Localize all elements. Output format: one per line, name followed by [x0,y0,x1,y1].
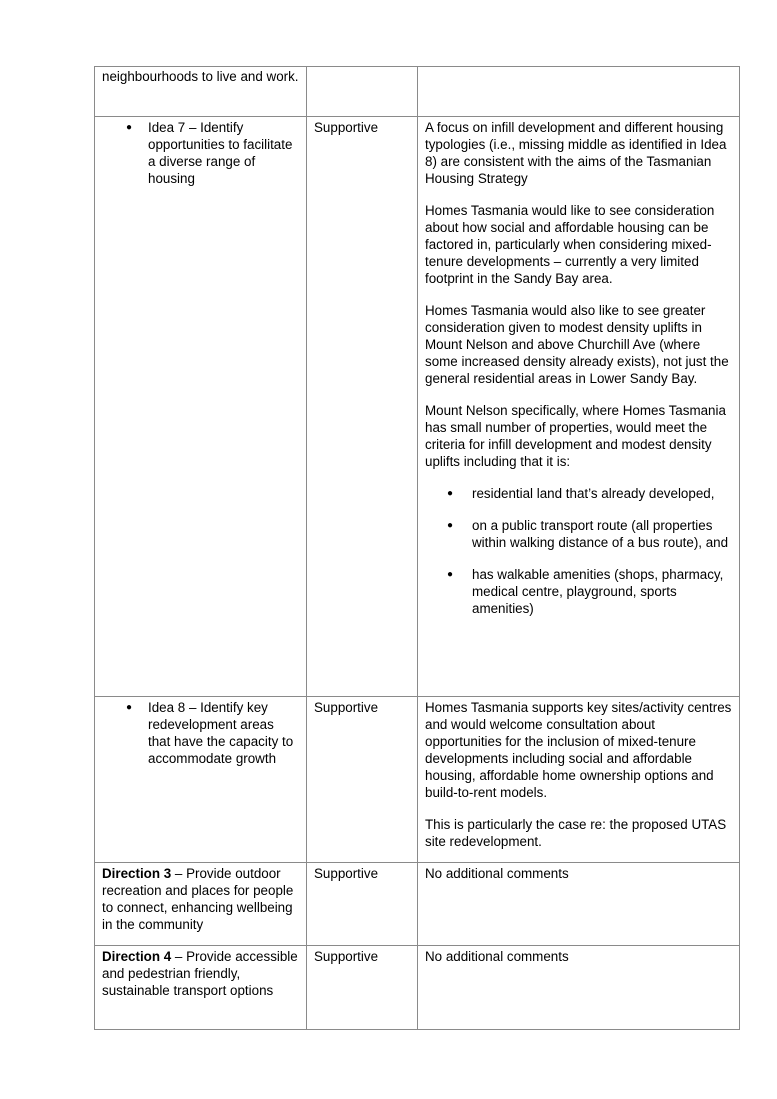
table-row [95,67,740,117]
cell-comment: No additional comments [418,946,740,1030]
cell-position: Supportive [307,946,418,1030]
cell-comment: A focus on infill development and different housing typologies (i.e., missing middle as identified in Idea 8) are consistent with the aims of the Tasmanian Housing Strategy Homes Tasmania would like to see consideration about how social and affordable housing can be factored in, particularly when considering mixed-tenure developments – currently a very limited footprint in the Sandy Bay area. Homes Tasmania would also like to see greater consideration given to modest density uplifts in Mount Nelson and above Churchill Ave (where some increased density already exists), not just the general residential areas in Lower Sandy Bay. Mount Nelson specifically, where Homes Tasmania has small number of properties, would meet the criteria for infill development and modest density uplifts including that it is: ● residential land that’s already developed, ● on a public transport route (all properties within walking distance of a bus route), and ● has walkable amenities (shops, pharmacy, medical centre, playground, sports amenities) [418,117,740,697]
bullet-icon: ● [126,702,133,713]
list-item: ● has walkable amenities (shops, pharmacy, medical centre, playground, sports amenities) [447,567,724,616]
table-row [95,946,740,1030]
cell-position: Supportive [307,117,418,697]
cell-position [307,67,418,117]
bullet-icon: ● [447,488,454,499]
feedback-table [94,66,740,1030]
cell-topic [95,117,307,697]
cell-topic: Direction 4 – Provide accessible and pedestrian friendly, sustainable transport options [95,946,307,1030]
cell-position: Supportive [307,863,418,946]
bullet-icon: ● [447,569,454,580]
bullet-icon: ● [126,122,133,133]
list-item: ● on a public transport route (all properties within walking distance of a bus route), and [447,518,729,550]
cell-position: Supportive [307,697,418,863]
bullet-icon: ● [447,520,454,531]
table-row [95,117,740,697]
list-item: ● Idea 8 – Identify key redevelopment areas that have the capacity to accommodate growth [126,700,294,766]
criteria-list [425,485,732,617]
cell-comment: Homes Tasmania supports key sites/activity centres and would welcome consultation about opportunities for the inclusion of mixed-tenure developments including social and affordable housing, affordable home ownership options and build-to-rent models. This is particularly the case re: the proposed UTAS site redevelopment. [418,697,740,863]
cell-comment [418,67,740,117]
cell-topic [95,697,307,863]
table-row [95,863,740,946]
cell-topic: neighbourhoods to live and work. [95,67,307,117]
cell-topic: Direction 3 – Provide outdoor recreation and places for people to connect, enhancing wellbeing in the community [95,863,307,946]
cell-comment: No additional comments [418,863,740,946]
table-row [95,697,740,863]
list-item: ● residential land that’s already developed, [447,486,715,501]
list-item: ● Idea 7 – Identify opportunities to facilitate a diverse range of housing [126,120,293,186]
